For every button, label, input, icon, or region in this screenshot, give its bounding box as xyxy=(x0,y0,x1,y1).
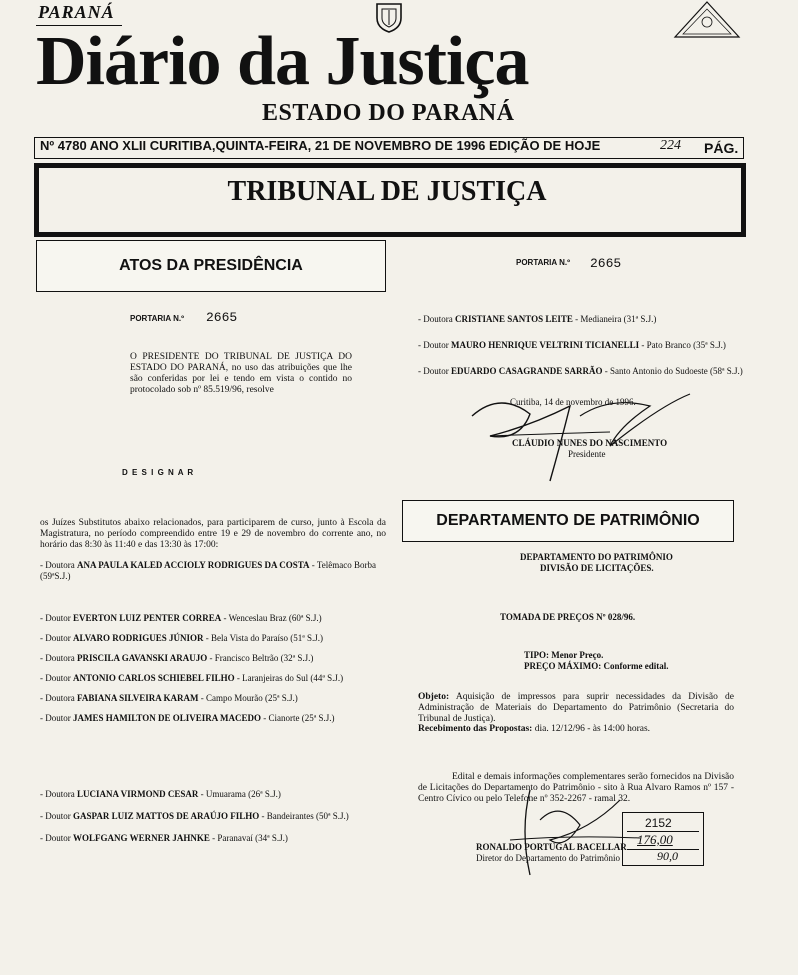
judge-entry xyxy=(40,693,386,704)
judge-name: EVERTON LUIZ PENTER CORREA xyxy=(73,613,222,623)
tipo-line: TIPO: Menor Preço. xyxy=(524,650,604,660)
judge-name: WOLFGANG WERNER JAHNKE xyxy=(73,833,210,843)
judge-name: LUCIANA VIRMOND CESAR xyxy=(77,789,199,799)
judge-title: - Doutor xyxy=(40,833,71,843)
judge-name: ANA PAULA KALED ACCIOLY RODRIGUES DA COSTA xyxy=(77,560,310,570)
judge-place: - Bandeirantes (50ª S.J.) xyxy=(261,811,349,821)
preco-line: PREÇO MÁXIMO: Conforme edital. xyxy=(524,661,669,671)
judge-entry xyxy=(418,314,758,325)
judge-name: GASPAR LUIZ MATTOS DE ARAÚJO FILHO xyxy=(73,811,260,821)
issue-line: Nº 4780 ANO XLII CURITIBA,QUINTA-FEIRA, 21 DE NOVEMBRO DE 1996 EDIÇÃO DE HOJE xyxy=(40,138,601,153)
objeto-label: Objeto: xyxy=(418,692,450,702)
judge-entry xyxy=(40,633,386,644)
judge-title: - Doutora xyxy=(40,789,75,799)
judge-name: EDUARDO CASAGRANDE SARRÃO xyxy=(451,366,603,376)
judge-entry xyxy=(40,560,386,582)
judge-title: - Doutor xyxy=(40,673,71,683)
judge-place: - Medianeira (31ª S.J.) xyxy=(575,314,657,324)
edital-paragraph: Edital e demais informações complementares serão fornecidos na Divisão de Licitações do Departamento do Patrimônio - sito à Rua Alvaro Ramos nº 157 - Centro Cívico ou pelo Telefone nº 352-2267 - ramal 32. xyxy=(418,772,734,804)
objeto-text: Aquisição de impressos para suprir necessidades da Divisão de Administração de Materiais do Departamento do Patrimônio (Secretaria do Tribunal de Justiça). xyxy=(418,692,734,724)
designar-paragraph: os Juízes Substitutos abaixo relacionados, para participarem de curso, junto à Escola da Magistratura, no período compreendido entre 19 e 29 de novembro do corrente ano, no horário das 8:30 às 11:40 e das 13:30 às 17:00: xyxy=(40,518,386,550)
director-role: Diretor do Departamento do Patrimônio xyxy=(476,853,620,863)
signer-role: Presidente xyxy=(568,449,606,459)
recebimento-paragraph xyxy=(418,724,734,735)
stamp-line2: 176,00 xyxy=(637,832,673,847)
judge-title: - Doutora xyxy=(40,560,75,570)
judge-title: - Doutora xyxy=(40,693,75,703)
date-line: Curitiba, 14 de novembro de 1996. xyxy=(510,397,636,407)
dept-line2: DIVISÃO DE LICITAÇÕES. xyxy=(540,563,654,573)
judge-title: - Doutor xyxy=(40,811,71,821)
judge-entry xyxy=(418,366,758,377)
judge-place: - Pato Branco (35ª S.J.) xyxy=(641,340,726,350)
judge-entry xyxy=(40,673,386,684)
judge-name: MAURO HENRIQUE VELTRINI TICIANELLI xyxy=(451,340,640,350)
judge-title: - Doutor xyxy=(418,366,449,376)
stamp-line3: 90,0 xyxy=(657,849,678,863)
judge-place: - Francisco Beltrão (32ª S.J.) xyxy=(209,653,314,663)
parana-logo: PARANÁ xyxy=(38,2,115,22)
intro-paragraph: O PRESIDENTE DO TRIBUNAL DE JUSTIÇA DO ESTADO DO PARANÁ, no uso das atribuições que lhe são conferidas por lei e tendo em vista o contido no protocolado sob nº 85.519/96, resolve xyxy=(130,352,352,395)
seal-triangle-icon xyxy=(672,0,742,40)
departamento-heading: DEPARTAMENTO DE PATRIMÔNIO xyxy=(402,500,734,542)
director-name: RONALDO PORTUGAL BACELLAR xyxy=(476,842,627,852)
judge-entry xyxy=(40,613,386,624)
portaria-label-right: PORTARIA N.º xyxy=(516,258,571,267)
tomada-precos: TOMADA DE PREÇOS Nº 028/96. xyxy=(500,612,636,622)
judge-entry xyxy=(40,789,386,800)
designar-heading: D E S I G N A R xyxy=(122,468,195,477)
judge-entry xyxy=(418,340,758,351)
judge-name: ALVARO RODRIGUES JÚNIOR xyxy=(73,633,204,643)
judge-title: - Doutor xyxy=(40,713,71,723)
judge-place: - Campo Mourão (25ª S.J.) xyxy=(200,693,298,703)
judge-entry xyxy=(40,811,386,822)
judge-title: - Doutora xyxy=(40,653,75,663)
judge-entry xyxy=(40,833,386,844)
judge-name: PRISCILA GAVANSKI ARAUJO xyxy=(77,653,208,663)
stamp-number: 2152 xyxy=(645,816,672,830)
judge-entry xyxy=(40,713,386,724)
page-number: 224 xyxy=(660,138,681,153)
judge-place: - Laranjeiras do Sul (44ª S.J.) xyxy=(236,673,344,683)
judge-title: - Doutor xyxy=(418,340,449,350)
judge-place: - Umuarama (26ª S.J.) xyxy=(200,789,281,799)
judge-name: JAMES HAMILTON DE OLIVEIRA MACEDO xyxy=(73,713,262,723)
portaria-number: 2665 xyxy=(206,310,238,325)
page-label: PÁG. xyxy=(704,140,739,156)
judge-name: CRISTIANE SANTOS LEITE xyxy=(455,314,573,324)
judge-place: - Telêmaco Borba (59ªS.J.) xyxy=(40,560,376,581)
section-title: TRIBUNAL DE JUSTIÇA xyxy=(227,176,547,207)
recebimento-label: Recebimento das Propostas: xyxy=(418,724,533,734)
signer-name: CLÁUDIO NUNES DO NASCIMENTO xyxy=(512,438,668,448)
judge-place: - Cianorte (25ª S.J.) xyxy=(263,713,335,723)
objeto-paragraph xyxy=(418,692,734,725)
judge-entry xyxy=(40,653,386,664)
judge-name: FABIANA SILVEIRA KARAM xyxy=(77,693,199,703)
judge-title: - Doutor xyxy=(40,613,71,623)
atos-heading: ATOS DA PRESIDÊNCIA xyxy=(36,240,386,292)
judge-title: - Doutora xyxy=(418,314,453,324)
dept-line1: DEPARTAMENTO DO PATRIMÔNIO xyxy=(520,552,673,562)
judge-place: - Wenceslau Braz (60ª S.J.) xyxy=(223,613,322,623)
masthead-subtitle: ESTADO DO PARANÁ xyxy=(262,100,515,126)
portaria-label: PORTARIA N.º xyxy=(130,314,185,323)
judge-place: - Bela Vista do Paraíso (51ª S.J.) xyxy=(205,633,324,643)
portaria-number-right: 2665 xyxy=(590,256,622,271)
judge-place: - Santo Antonio do Sudoeste (58ª S.J.) xyxy=(604,366,743,376)
recebimento-text: dia. 12/12/96 - às 14:00 horas. xyxy=(534,724,651,734)
protocol-stamp xyxy=(622,812,704,866)
masthead-title: Diário da Justiça xyxy=(36,23,529,100)
judge-name: ANTONIO CARLOS SCHIEBEL FILHO xyxy=(73,673,235,683)
judge-title: - Doutor xyxy=(40,633,71,643)
judge-place: - Paranavaí (34ª S.J.) xyxy=(212,833,288,843)
